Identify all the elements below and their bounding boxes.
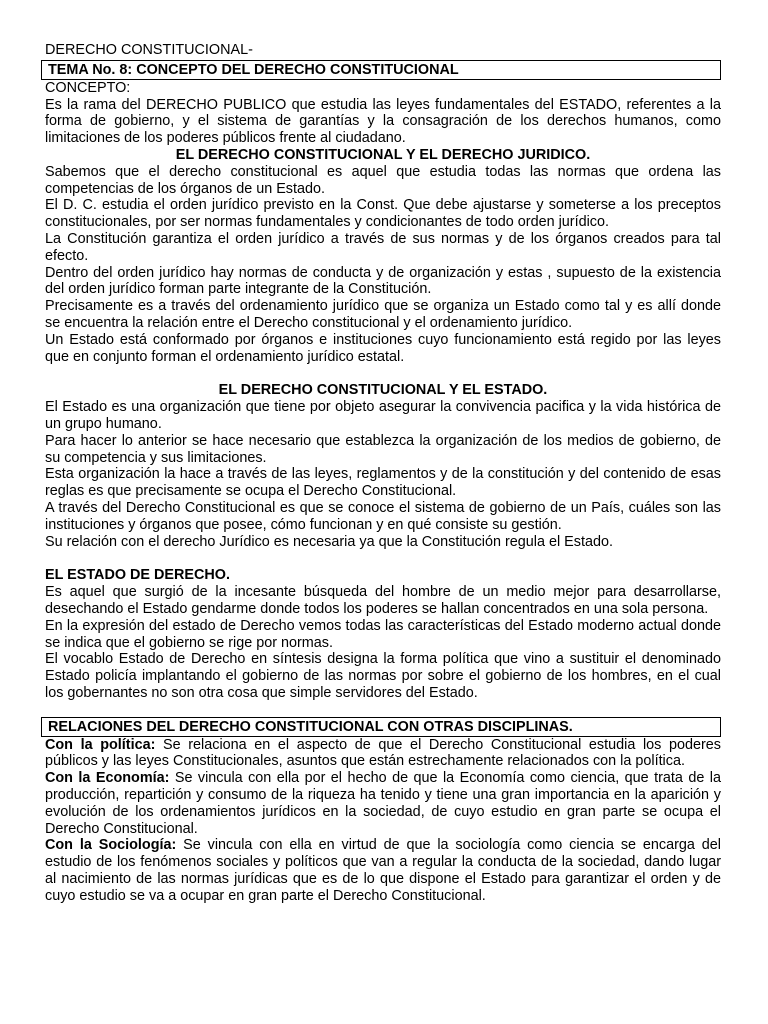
relation-label: Con la Economía: [45,770,170,787]
relation-item-economia [45,770,721,837]
relation-label: Con la política: [45,736,156,753]
paragraph: Esta organización la hace a través de las leyes, reglamentos y de la constitución y del contenido de esas reglas es que precisamente se ocupa el Derecho Constitucional. [45,466,721,500]
paragraph: El D. C. estudia el orden jurídico previsto en la Const. Que debe ajustarse y someterse a los preceptos constitucionales, por ser normas fundamentales y condicionantes de todo orden jurídico. [45,197,721,231]
spacer [45,702,721,716]
section-heading-relaciones-box: RELACIONES DEL DERECHO CONSTITUCIONAL CON OTRAS DISCIPLINAS. [41,717,721,737]
concept-paragraph: Es la rama del DERECHO PUBLICO que estudia las leyes fundamentales del ESTADO, referentes a la forma de gobierno, y el sistema de garantías y la consagración de los derechos humanos, como limitaciones de los poderes públicos frente al ciudadano. [45,96,721,147]
relation-item-sociologia [45,837,721,904]
spacer [45,550,721,567]
paragraph: En la expresión del estado de Derecho vemos todas las características del Estado moderno actual donde se indica que el gobierno se rige por normas. [45,617,721,651]
relation-label: Con la Sociología: [45,837,177,854]
relation-text: Se vincula con ella en virtud de que la sociología como ciencia se encarga del estudio de los fenómenos sociales y políticos que van a regular la conducta de la sociedad, dando lugar al nacimiento de las normas jurídicas que es de lo que dispone el Estado para garantizar el orden y de cuyo estudio se va a ocupar en gran parte el Derecho Constitucional. [45,837,721,904]
paragraph: Su relación con el derecho Jurídico es necesaria ya que la Constitución regula el Estado. [45,533,613,550]
paragraph: A través del Derecho Constitucional es que se conoce el sistema de gobierno de un País, cuáles son las instituciones y órganos que posee, cómo funcionan y en qué consiste su gestión. [45,499,721,533]
paragraph: Para hacer lo anterior se hace necesario que establezca la organización de los medios de gobierno, de su competencia y sus limitaciones. [45,432,721,466]
paragraph: Es aquel que surgió de la incesante búsqueda del hombre de un medio mejor para desarrollarse, desechando el Estado gendarme donde todos los poderes se hallan concentrados en una sola persona. [45,584,721,617]
document-header: DERECHO CONSTITUCIONAL- [45,42,253,58]
relation-item-politica [45,737,721,771]
topic-title-box: TEMA No. 8: CONCEPTO DEL DERECHO CONSTITUCIONAL [41,60,721,80]
spacer [45,365,721,382]
paragraph: Un Estado está conformado por órganos e instituciones cuyo funcionamiento está regido por las leyes que en conjunto forman el ordenamiento jurídico estatal. [45,331,721,365]
paragraph: El Estado es una organización que tiene por objeto asegurar la convivencia pacifica y la vida histórica de un grupo humano. [45,399,721,432]
paragraph: La Constitución garantiza el orden jurídico a través de sus normas y de los órganos creados para tal efecto. [45,230,721,264]
section-heading-estado-de-derecho: EL ESTADO DE DERECHO. [45,567,230,584]
relation-text: Se vincula con ella por el hecho de que la Economía como ciencia, que trata de la producción, repartición y consumo de la riqueza ha tenido y tiene una gran importancia en la aparición y evolución de los ordenamientos jurídicos en la sociedad, de cuyo estudio en gran parte se ocupa el Derecho Constitucional. [45,770,721,837]
paragraph: Precisamente es a través del ordenamiento jurídico que se organiza un Estado como tal y es allí donde se encuentra la relación entre el Derecho constitucional y el ordenamiento jurídico. [45,298,721,331]
section-heading-estado: EL DERECHO CONSTITUCIONAL Y EL ESTADO. [218,382,548,399]
concept-label: CONCEPTO: [45,79,131,96]
paragraph: Dentro del orden jurídico hay normas de conducta y de organización y estas , supuesto de la existencia del orden jurídico forman parte integrante de la Constitución. [45,264,721,298]
paragraph: El vocablo Estado de Derecho en síntesis designa la forma política que vino a sustituir el denominado Estado policía implantando el gobierno de las normas por sobre el gobierno de los hombres, en el cual los gobernantes no son otra cosa que simple servidores del Estado. [45,651,721,701]
paragraph: Sabemos que el derecho constitucional es aquel que estudia todas las normas que ordena las competencias de los órganos de un Estado. [45,163,721,197]
relation-text: Se relaciona en el aspecto de que el Derecho Constitucional estudia los poderes públicos y las leyes Constitucionales, asuntos que están estrechamente relacionados con la política. [45,736,721,770]
section-heading-derecho-juridico: EL DERECHO CONSTITUCIONAL Y EL DERECHO JURIDICO. [175,146,591,163]
